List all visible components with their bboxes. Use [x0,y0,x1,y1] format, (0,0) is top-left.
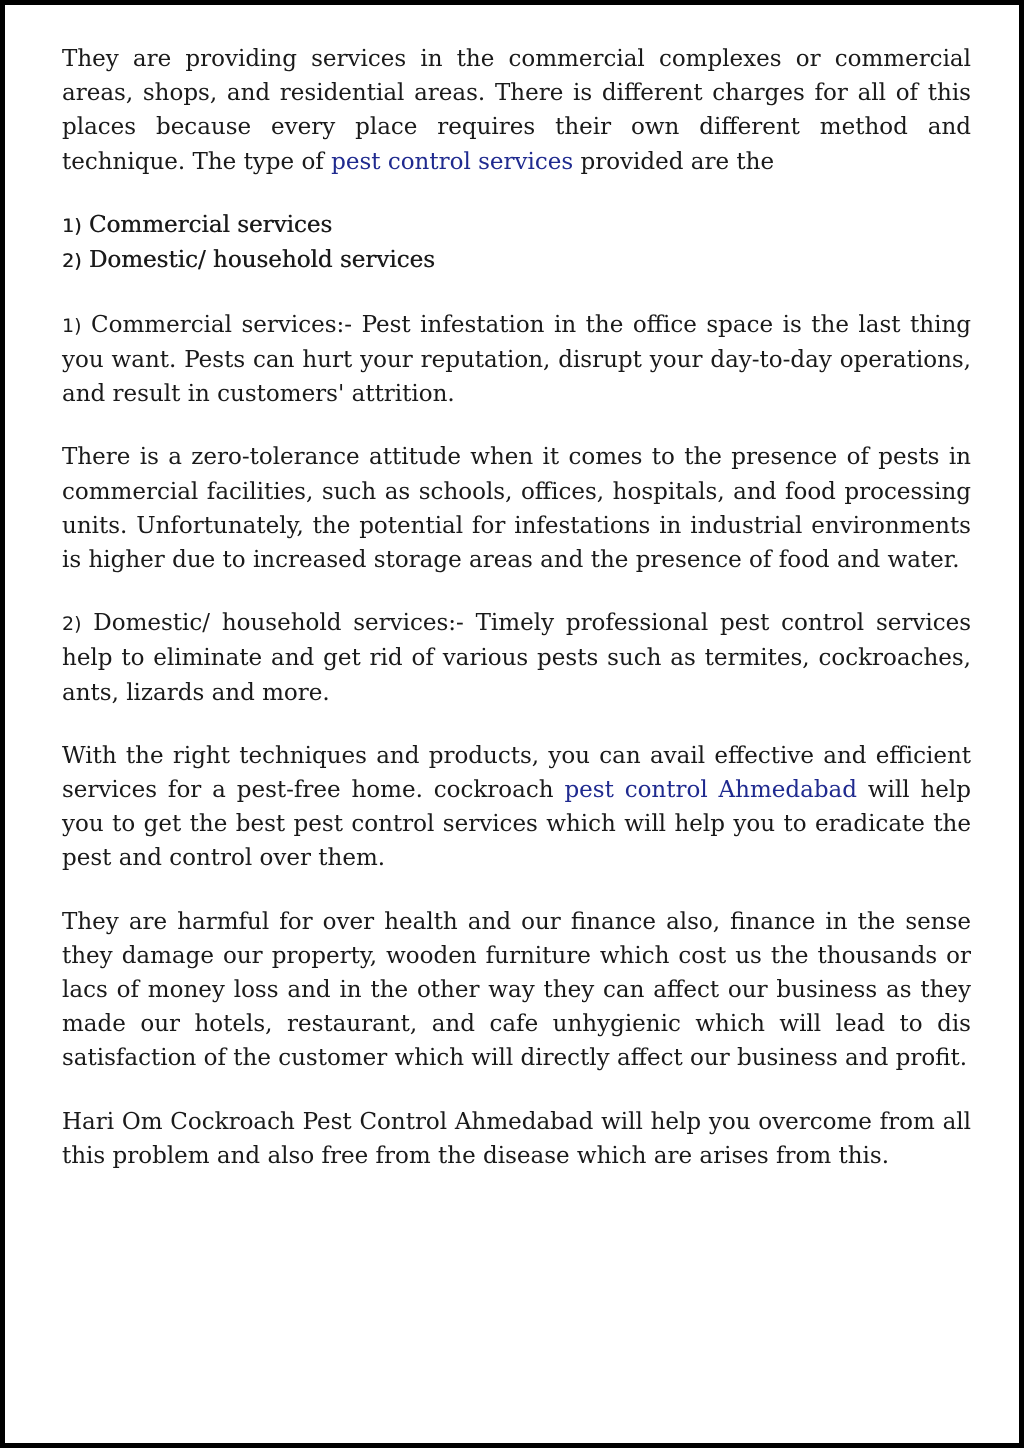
services-list [62,208,971,279]
list-item [62,208,971,244]
techniques-text-before: With the right techniques and products, you can avail effective and efficient services for a pest-free home. cockroach [62,742,971,804]
list-item [62,243,971,279]
list-item-label: Domestic/ household services [88,247,435,274]
document-body [62,42,971,1202]
intro-text-before: They are providing services in the commercial complexes or commercial areas, shops, and residential areas. There is different charges for all of this places because every place requires their own different method and technique. The type of [62,46,971,175]
paragraph-number: 1) [62,314,82,337]
intro-text-after: provided are the [573,148,775,175]
commercial-services-paragraph [62,308,971,412]
list-item-number: 1) [62,214,82,237]
pest-control-services-link[interactable]: pest control services [331,148,574,175]
list-item-number: 2) [62,250,82,273]
pest-control-ahmedabad-link[interactable]: pest control Ahmedabad [564,777,857,804]
harm-paragraph: They are harmful for over health and our finance also, finance in the sense they damage our property, wooden furniture which cost us the thousands or lacs of money loss and in the other way they can affect our business as they made our hotels, restaurant, and cafe unhygienic which will lead to dis satisfaction of the customer which will directly affect our business and profit. [62,908,971,1072]
zero-tolerance-paragraph: There is a zero-tolerance attitude when it comes to the presence of pests in commercial facilities, such as schools, offices, hospitals, and food processing units. Unfortunately, the potential for infestations in industrial environments is higher due to increased storage areas and the presence of food and water. [62,444,971,574]
paragraph-number: 2) [62,613,82,636]
domestic-services-text: Domestic/ household services:- Timely professional pest control services help to eliminate and get rid of various pests such as termites, cockroaches, ants, lizards and more. [62,610,971,706]
list-item-label: Commercial services [88,211,333,238]
commercial-services-text: Commercial services:- Pest infestation in the office space is the last thing you want. Pests can hurt your reputation, disrupt your day-to-day operations, and result in customers' attrition. [62,311,971,408]
domestic-services-paragraph [62,606,971,710]
intro-paragraph [62,42,971,179]
techniques-paragraph [62,739,971,876]
closing-paragraph: Hari Om Cockroach Pest Control Ahmedabad will help you overcome from all this problem and also free from the disease which are arises from this. [62,1108,971,1169]
techniques-text-after: will help you to get the best pest control services which will help you to eradicate the pest and control over them. [62,777,971,872]
